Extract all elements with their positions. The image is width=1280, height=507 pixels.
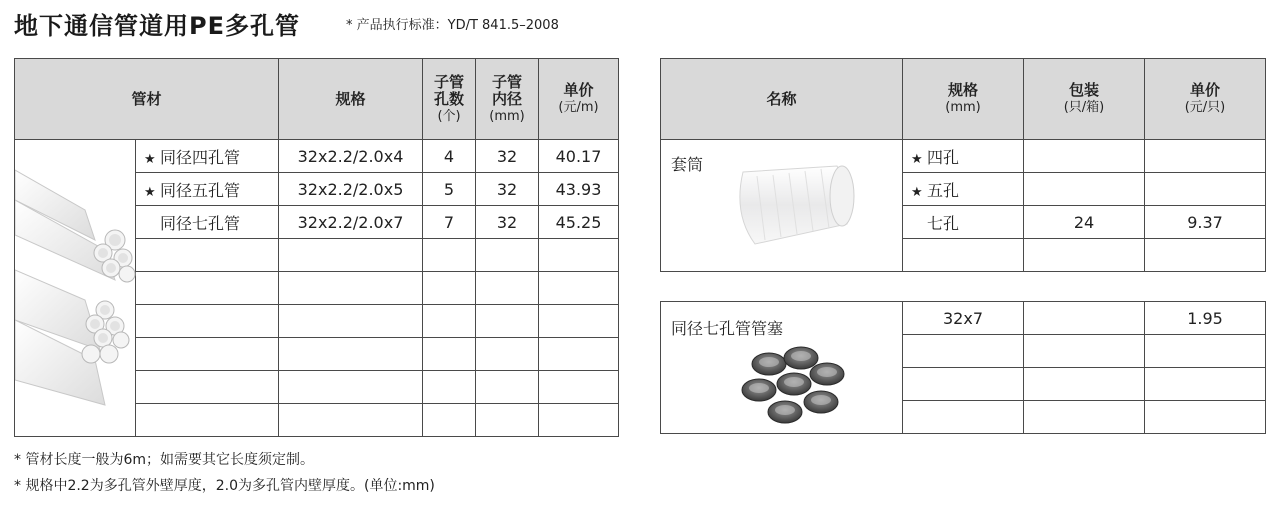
sleeve-price-table — [660, 58, 1266, 272]
header-spec: 规格 — [279, 59, 423, 140]
spec-cell: 32x2.2/2.0x7 — [279, 206, 423, 239]
star-icon: ★ — [911, 151, 923, 167]
header-price: 单价 (元/只) — [1145, 59, 1266, 140]
spec-cell: 五孔 — [927, 180, 960, 200]
spec-cell: 32x7 — [903, 302, 1024, 335]
footnote-length: * 管材长度一般为6m；如需要其它长度须定制。 — [14, 452, 314, 468]
footnote-spec: * 规格中2.2为多孔管外壁厚度，2.0为多孔管内壁厚度。(单位:mm) — [14, 478, 435, 494]
price-cell: 40.17 — [539, 140, 619, 173]
product-name: 同径五孔管 — [160, 180, 241, 200]
page-title: 地下通信管道用PE多孔管 — [14, 12, 300, 40]
star-icon: ★ — [144, 184, 156, 200]
table-row — [661, 302, 1266, 335]
count-cell: 7 — [423, 206, 476, 239]
spec-cell: 四孔 — [927, 147, 960, 167]
header-material: 管材 — [15, 59, 279, 140]
header-packaging: 包装 (只/箱) — [1024, 59, 1145, 140]
packaging-cell — [1024, 140, 1145, 173]
star-icon: ★ — [911, 184, 923, 200]
plug-price-table — [660, 301, 1266, 434]
inner-diameter-cell: 32 — [476, 140, 539, 173]
packaging-cell — [1024, 173, 1145, 206]
header-inner-diameter: 子管 内径 (mm) — [476, 59, 539, 140]
table-row — [661, 140, 1266, 173]
count-cell: 4 — [423, 140, 476, 173]
sleeve-image — [725, 154, 865, 264]
header-name: 名称 — [661, 59, 903, 140]
header-spec: 规格 (mm) — [903, 59, 1024, 140]
packaging-cell — [1024, 302, 1145, 335]
count-cell: 5 — [423, 173, 476, 206]
product-name: 同径七孔管 — [160, 213, 241, 233]
spec-cell: 七孔 — [927, 213, 960, 233]
price-cell: 45.25 — [539, 206, 619, 239]
price-cell — [1145, 140, 1266, 173]
pipe-price-table — [14, 58, 619, 437]
star-icon: ★ — [144, 151, 156, 167]
spec-cell: 32x2.2/2.0x4 — [279, 140, 423, 173]
header-count: 子管 孔数 (个) — [423, 59, 476, 140]
header-price: 单价 (元/m) — [539, 59, 619, 140]
price-cell: 1.95 — [1145, 302, 1266, 335]
packaging-cell: 24 — [1024, 206, 1145, 239]
product-name: 同径四孔管 — [160, 147, 241, 167]
price-cell: 9.37 — [1145, 206, 1266, 239]
plug-image — [739, 342, 849, 432]
inner-diameter-cell: 32 — [476, 206, 539, 239]
spec-cell: 32x2.2/2.0x5 — [279, 173, 423, 206]
plug-label: 同径七孔管管塞 — [671, 319, 784, 338]
sleeve-cell — [661, 140, 903, 272]
standard-note: * 产品执行标准：YD/T 841.5–2008 — [346, 18, 559, 33]
price-cell: 43.93 — [539, 173, 619, 206]
plug-cell — [661, 302, 903, 434]
inner-diameter-cell: 32 — [476, 173, 539, 206]
price-cell — [1145, 173, 1266, 206]
multi-hole-pipe-image — [15, 140, 136, 437]
sleeve-label: 套筒 — [671, 155, 704, 174]
table-row — [15, 140, 619, 173]
